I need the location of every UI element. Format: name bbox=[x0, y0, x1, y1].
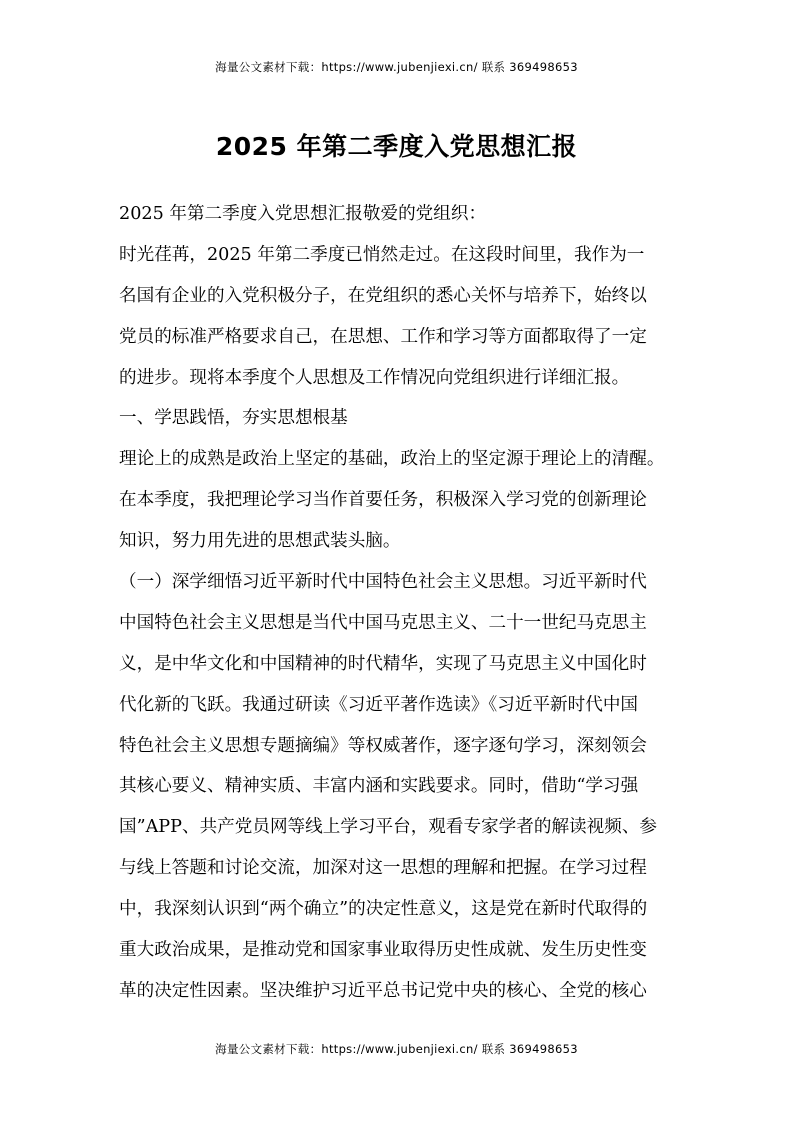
line-text: 时光荏苒，2025 年第二季度已悄然走过。在这段时间里，我作为一 bbox=[119, 244, 645, 265]
body-line bbox=[119, 730, 679, 771]
line-text: （一）深学细悟习近平新时代中国特色社会主义思想。习近平新时代 bbox=[119, 572, 647, 593]
line-text: 代化新的飞跃。我通过研读《习近平著作选读》《习近平新时代中国 bbox=[119, 694, 639, 715]
line-text: 与线上答题和讨论交流，加深对这一思想的理解和把握。在学习过程 bbox=[119, 858, 647, 879]
line-text: 义，是中华文化和中国精神的时代精华，实现了马克思主义中国化时 bbox=[119, 653, 647, 674]
body-line bbox=[119, 852, 679, 893]
line-text: 中国特色社会主义思想是当代中国马克思主义、二十一世纪马克思主 bbox=[119, 612, 647, 633]
line-text: 名国有企业的入党积极分子，在党组织的悉心关怀与培养下，始终以 bbox=[119, 285, 647, 306]
page-header: 海量公文素材下载：https://www.jubenjiexi.cn/ 联系 369498653 bbox=[215, 60, 578, 74]
body-line bbox=[119, 484, 679, 525]
line-text: 党员的标准严格要求自己，在思想、工作和学习等方面都取得了一定 bbox=[119, 326, 647, 347]
line-text: 重大政治成果，是推动党和国家事业取得历史性成就、发生历史性变 bbox=[119, 940, 647, 961]
line-text: 革的决定性因素。坚决维护习近平总书记党中央的核心、全党的核心 bbox=[119, 980, 647, 1001]
line-text: 一、学思践悟，夯实思想根基 bbox=[119, 408, 348, 429]
body-line bbox=[119, 525, 679, 566]
body-line bbox=[119, 239, 679, 280]
body-line bbox=[119, 770, 679, 811]
line-text: 知识，努力用先进的思想武装头脑。 bbox=[119, 531, 401, 552]
body-line bbox=[119, 648, 679, 689]
body-line bbox=[119, 362, 679, 403]
body-line bbox=[119, 811, 679, 852]
line-text: 的进步。现将本季度个人思想及工作情况向党组织进行详细汇报。 bbox=[119, 367, 630, 388]
section-heading bbox=[119, 402, 679, 443]
document-body bbox=[119, 198, 679, 1016]
page-footer: 海量公文素材下载：https://www.jubenjiexi.cn/ 联系 369498653 bbox=[215, 1042, 578, 1056]
body-line bbox=[119, 280, 679, 321]
line-text: 在本季度，我把理论学习当作首要任务，积极深入学习党的创新理论 bbox=[119, 490, 647, 511]
body-line bbox=[119, 443, 679, 484]
body-line bbox=[119, 607, 679, 648]
body-line bbox=[119, 198, 679, 239]
line-text: 中，我深刻认识到“两个确立”的决定性意义，这是党在新时代取得的 bbox=[119, 899, 648, 920]
body-line bbox=[119, 566, 679, 607]
document-title: 2025 年第二季度入党思想汇报 bbox=[215, 132, 578, 161]
line-text: 理论上的成熟是政治上坚定的基础，政治上的坚定源于理论上的清醒。 bbox=[119, 449, 665, 470]
body-line bbox=[119, 321, 679, 362]
line-text: 国”APP、共产党员网等线上学习平台，观看专家学者的解读视频、参 bbox=[119, 817, 658, 838]
body-line bbox=[119, 689, 679, 730]
body-line bbox=[119, 975, 679, 1016]
line-text: 其核心要义、精神实质、丰富内涵和实践要求。同时，借助“学习强 bbox=[119, 776, 639, 797]
body-line bbox=[119, 934, 679, 975]
line-text: 特色社会主义思想专题摘编》等权威著作，逐字逐句学习，深刻领会 bbox=[119, 735, 647, 756]
body-line bbox=[119, 893, 679, 934]
line-text: 2025 年第二季度入党思想汇报敬爱的党组织： bbox=[119, 204, 487, 224]
